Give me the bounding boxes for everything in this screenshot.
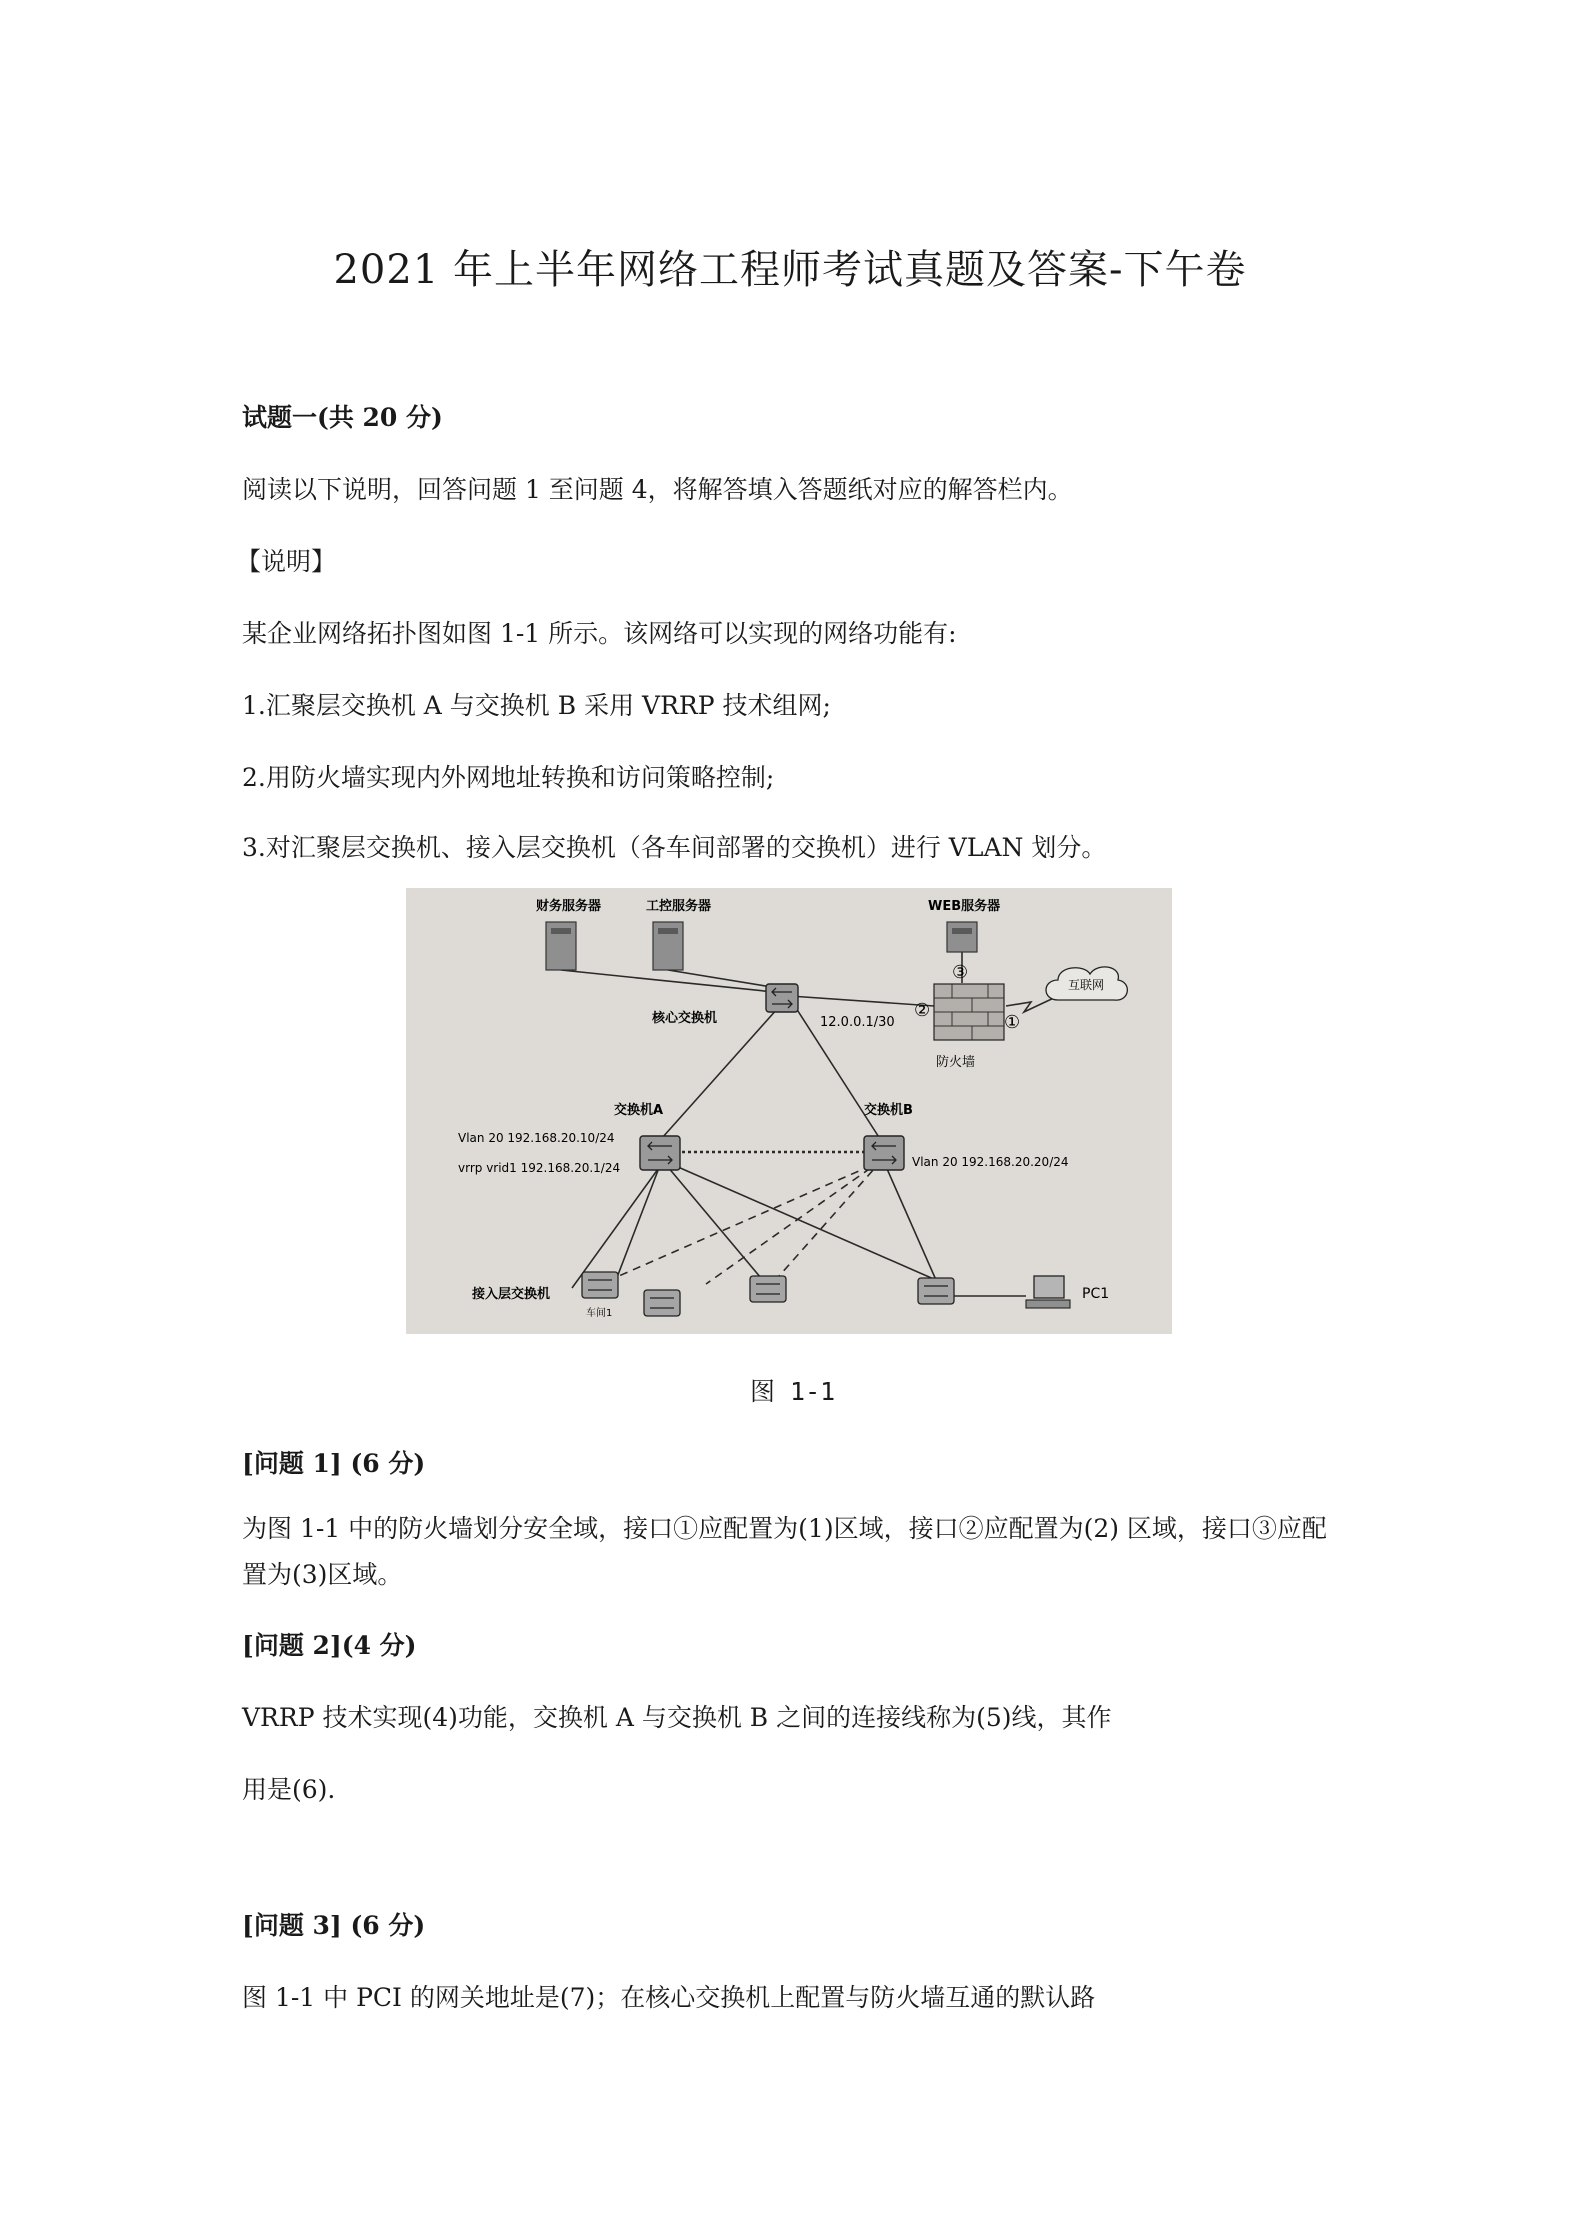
access-switch-1-icon (582, 1272, 618, 1298)
core-switch-icon (766, 984, 798, 1012)
switch-a-vrrp-label: vrrp vrid1 192.168.20.1/24 (458, 1161, 621, 1175)
question1-heading: [问题 1] (6 分) (242, 1449, 426, 1478)
network-topology-figure (406, 888, 1172, 1334)
question-heading: 试题一(共 20 分) (242, 403, 443, 432)
access-switch-label: 接入层交换机 (472, 1287, 551, 1302)
topology-diagram (406, 888, 1172, 1334)
firewall-icon (934, 984, 1004, 1040)
core-switch-label: 核心交换机 (652, 1011, 718, 1026)
pc1-icon (1026, 1276, 1070, 1308)
description-text: 某企业网络拓扑图如图 1-1 所示。该网络可以实现的网络功能有: (242, 619, 957, 648)
firewall-label: 防火墙 (936, 1055, 976, 1070)
server-control-label: 工控服务器 (646, 899, 712, 914)
link-b-access3 (884, 1162, 936, 1280)
question1-text: 为图 1-1 中的防火墙划分安全域，接口①应配置为(1)区域，接口②应配置为(2) 区域，接口③应配置为(3)区域。 (242, 1514, 1327, 1589)
switch-a-icon (640, 1136, 680, 1170)
link-a-access0 (572, 1158, 666, 1288)
access-switch-2-icon (644, 1290, 680, 1316)
switch-a-vlan-label: Vlan 20 192.168.20.10/24 (458, 1131, 615, 1145)
link-core-switch-a (662, 1008, 778, 1138)
question2-line1: VRRP 技术实现(4)功能，交换机 A 与交换机 B 之间的连接线称为(5)线，其作 (242, 1703, 1112, 1732)
port3-marker: ③ (952, 962, 969, 983)
figure-caption: 图 1-1 (750, 1377, 836, 1406)
switch-b-vlan-label: Vlan 20 192.168.20.20/24 (912, 1155, 1069, 1169)
port1-marker: ① (1004, 1012, 1021, 1033)
server-web-label: WEB服务器 (928, 899, 1001, 914)
question3-line1: 图 1-1 中 PCI 的网关地址是(7)；在核心交换机上配置与防火墙互通的默认路 (242, 1983, 1096, 2012)
list-item: 3.对汇聚层交换机、接入层交换机（各车间部署的交换机）进行 VLAN 划分。 (242, 833, 1107, 862)
question2-line2: 用是(6). (242, 1775, 336, 1804)
list-item: 1.汇聚层交换机 A 与交换机 B 采用 VRRP 技术组网; (242, 691, 831, 720)
server-finance-label: 财务服务器 (536, 899, 602, 914)
workshop1-label: 车间1 (586, 1308, 613, 1319)
link-a-access3 (662, 1160, 936, 1280)
link-a-access2 (662, 1160, 766, 1284)
access-switch-4-icon (918, 1278, 954, 1304)
access-switch-3-icon (750, 1276, 786, 1302)
shuoming-label: 【说明】 (236, 547, 337, 576)
question3-heading: [问题 3] (6 分) (242, 1911, 426, 1940)
pc1-label: PC1 (1082, 1286, 1110, 1302)
internet-label: 互联网 (1068, 978, 1105, 992)
switch-b-label: 交换机B (864, 1103, 913, 1118)
link-core-firewall (790, 996, 934, 1006)
link-core-finance (561, 970, 774, 992)
firewall-ip-label: 12.0.0.1/30 (820, 1015, 895, 1030)
question2-heading: [问题 2](4 分) (242, 1631, 417, 1660)
switch-b-icon (864, 1136, 904, 1170)
link-core-control (668, 970, 778, 988)
document-title: 2021 年上半年网络工程师考试真题及答案-下午卷 (333, 247, 1247, 293)
server-web-icon (947, 922, 977, 952)
port2-marker: ② (914, 1000, 931, 1021)
intro-text: 阅读以下说明，回答问题 1 至问题 4，将解答填入答题纸对应的解答栏内。 (242, 475, 1073, 504)
link-b-access1-dashed (596, 1160, 884, 1286)
server-finance-icon (546, 922, 576, 970)
link-a-access1 (616, 1160, 662, 1280)
list-item: 2.用防火墙实现内外网地址转换和访问策略控制; (242, 763, 775, 792)
link-b-accessx-dashed (706, 1160, 882, 1284)
link-b-access2-dashed (772, 1160, 882, 1284)
server-control-icon (653, 922, 683, 970)
switch-a-label: 交换机A (614, 1103, 664, 1118)
